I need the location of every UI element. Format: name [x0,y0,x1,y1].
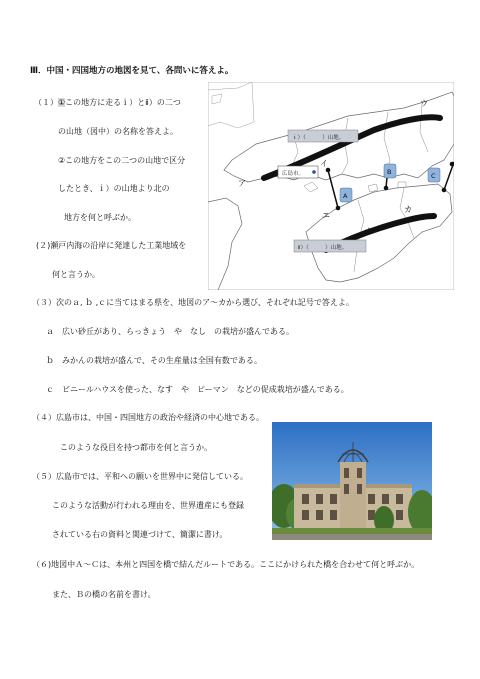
q2-line2: 何と言うか。 [52,270,100,279]
q1-marker: ① [58,98,66,107]
q4-line1: （４）広島市は、中国・四国地方の政治や経済の中心地である。 [32,413,264,422]
mountain-label-i: ｉ）（ ）山地。 [292,135,345,141]
q5-line2: このような活動が行われる理由を、世界遺産にも登録 [52,501,244,510]
route-b-label: B [387,168,392,176]
q1-line5: 地方を何と呼ぶか。 [64,213,136,222]
q1-line1 [58,98,181,108]
q3-option-a: ａ 広い砂丘があり、らっきょう や なし の栽培が盛んである。 [46,327,294,336]
page-title: Ⅲ．中国・四国地方の地図を見て、各問いに答えよ。 [30,66,234,76]
q3-option-b: ｂ みかんの栽培が盛んで、その生産量は全国有数である。 [46,356,262,365]
prefecture-label-ka: カ [404,205,412,214]
route-a-label: A [343,192,348,200]
hiroshima-city-label: 広島市。 [282,171,305,177]
q4-line2: このような役目を持つ都市を何と言うか。 [60,443,212,452]
atomic-bomb-dome-photo [272,422,432,540]
photo-tower [340,462,366,528]
chugoku-shikoku-map [208,82,454,290]
prefecture-label-i: イ [320,159,328,168]
q6-line2: また、Ｂの橋の名前を書け。 [52,590,156,599]
q1-line2: の山地（図中）の名称を答えよ。 [58,127,178,136]
q2-line1: (２)瀬戸内海の沿岸に発達した工業地域を [36,241,187,250]
q1-number: （１） [34,98,58,107]
q5-line1: （５）広島市では、平和への願いを世界中に発信している。 [32,472,248,481]
q3-line1: （３）次のａ, ｂ ,ｃに当てはまる県を、地図のア～カから選び、それぞれ記号で答えよ。 [32,298,354,307]
prefecture-label-u: ウ [420,99,428,108]
q1-line3: ②この地方をこの二つの山地で区分 [58,156,186,165]
q5-line3: されている右の資料と関連づけて、簡潔に書け。 [52,530,228,539]
hiroshima-city-marker [312,170,316,174]
route-c-label: C [431,172,436,180]
prefecture-label-a: ア [238,179,246,188]
prefecture-label-e: エ [322,211,330,220]
q1-line1-text: この地方に走るｉ）とⅱ）の二つ [65,98,181,107]
prefecture-label-o: オ [364,227,372,236]
mountain-label-ii: ⅱ）（ ）山地。 [298,245,348,251]
q6-line1: （６)地図中Ａ～Ｃは、本州と四国を橋で結んだルートである。ここにかけられた橋を合わせて何と呼ぶか。 [32,560,420,569]
q1-line4: したとき、ｉ）の山地より北の [58,184,170,193]
q3-option-c: ｃ ビニールハウスを使った、なす や ピーマン などの促成栽培が盛んである。 [46,385,349,394]
